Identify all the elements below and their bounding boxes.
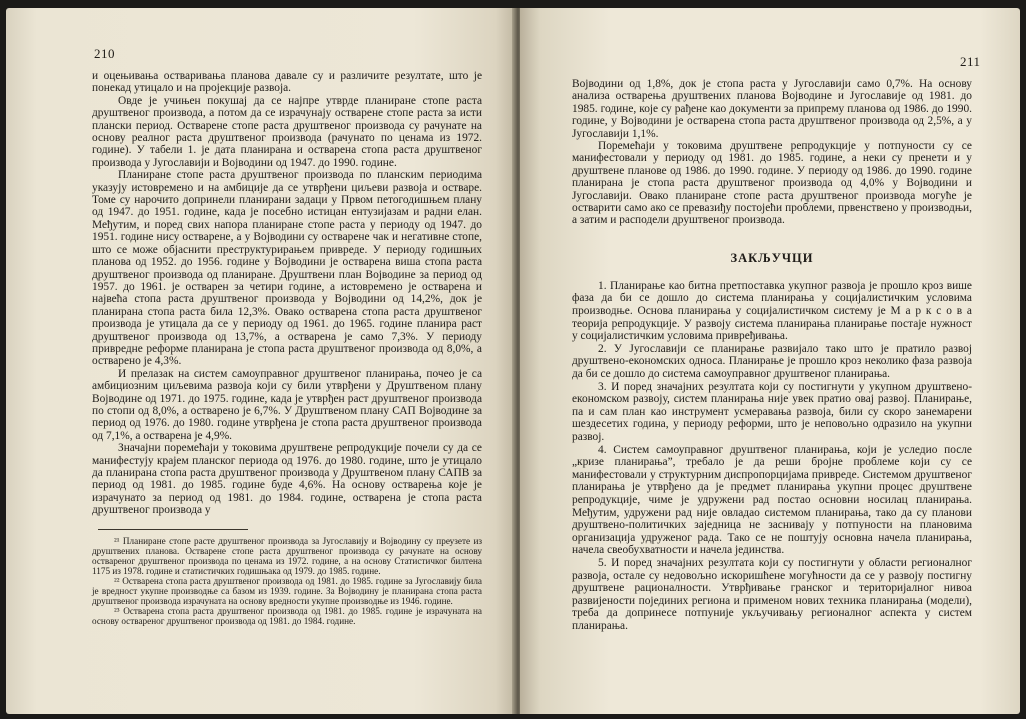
footnote-divider [98,529,248,530]
right-page [520,8,1020,714]
conclusion-item: 4. Систем самоуправног друштвеног планирања, који је уследио после „кризе планирања”, требало је да реши бројне проблеме који су се манифестовали у структурним диспропорцијама привреде. Системом друштвеног планирања је утврђено да је предмет планирања укупни процес друштвене репродукције, чиме је удружени рад постао основни носилац планирања. Међутим, удружени рад није овладао системом планирања, тако да су планови друштвено-политичких заједница не заснивају у потпуности на плановима организација удруженог рада. Тако се не поштују основна начела планирања, начела свеобухватности и начела јединства. [572,443,972,557]
paragraph: И прелазак на систем самоуправног друштвеног планирања, почео је са амбициозним циљевима развоја који су били утврђени у Друштвеном плану Војводине од 1971. до 1975. године, када је утврђен раст друштвеног производа по стопи од 8,0%, а остварено је 6,7%. У Друштвеном плану САП Војводине за период од 1976. до 1980. године утврђена је стопа раста друштвеног производа од 7,1%, а остварена је 4,9%. [92,367,482,442]
page-number: 210 [94,46,115,61]
footnote: ²¹ Планиране стопе расте друштвеног производа за Југославију и Војводину су преузете из друштвених планова. Остварене стопе раста друштвеног производа су рачунате на основу оствареног друштвеног производа по ценама из 1972. године, а на основу Статистичког билтена 1175 из 1978. године и статистичких годишњака од 1979. до 1985. године. [92,535,482,576]
section-heading: ЗАКЉУЧЦИ [730,250,814,265]
conclusion-item: 3. И поред значајних резултата који су постигнути у укупном друштвено-економском развоју, систем планирања није увек пратио овај развој. Планирање, па и сам план као инструмент усмеравања развоја, били су скоро занемарени шездесетих година, у периоду реформи, што је неповољно одразило на укупни развој. [572,380,972,443]
page-number: 211 [960,54,981,69]
footnote: ²³ Остварена стопа раста друштвеног производа од 1981. до 1985. године је израчуната на основу оствареног друштвеног производа од 1981. до 1984. године. [92,606,482,627]
paragraph: Планиране стопе раста друштвеног производа по планским периодима указују истовремено и на амбиције да се утврђени циљеви развоја и остваре. Томе су нарочито допринели планирани задаци у Првом петогодишњем плану од 1947. до 1951. године, када је посебно истицан ентузијазам и радни елан. Међутим, и поред свих напора планиране стопе раста у периоду од 1947. до 1951. године нису остварене, а у Војводини су остварене чак и негативне стопе, што се може објаснити преструктурирањем привреде. У периоду годишњих планова од 1952. до 1956. године у Војводини је остварена виша стопа раста друштвеног производа од планиране. Друштвени план Војводине за период од 1957. до 1961. је остварен за четири године, а истовремено је остварена и највећа стопа раста друштвеног производа у Војводини од 14,2%, док је планирана стопа раста била 12,3%. Овако остварена стопа раста друштвеног производа је утицала да се у периоду од 1961. до 1965. године планира раст друштвеног производа од 13,7%, а остварена је само 7,3%. У периоду привредне реформе планирана је стопа раста друштвеног производа од 8,0%, а остварено је 4,3%. [92,169,482,368]
conclusion-item: 2. У Југославији се планирање развијало тако што је пратило развој друштвено-економских односа. Планирање је прошло кроз неколико фаза развоја да би се дошло до система самоуправног друштвеног планирања. [572,342,972,381]
open-book [6,8,1020,714]
right-page-text [572,78,972,633]
paragraph: Војводини од 1,8%, док је стопа раста у Југославији само 0,7%. На основу анализа остварења друштвених планова Војводине и Југославије од 1981. до 1985. године, које су рађене као документи за припрему планова од 1986. до 1990. године, у Војводини је остварена стопа раста друштвеног производа од 2,5%, а у Југославији 1,1%. [572,78,972,140]
paragraph: Значајни поремећаји у токовима друштвене репродукције почели су да се манифестују крајем планског периода од 1976. до 1980. године, што је утицало да планирана стопа раста друштвеног производа у Друштвеном плану САПВ за период од 1981. до 1985. године буде 4,6%. На основу остварења које је израчунато за период од 1981. до 1984. године, остварена је стопа раста друштвеног производа у [92,442,482,517]
left-page [6,8,516,714]
conclusions-list [572,280,972,633]
conclusion-item: 1. Планирање као битна претпоставка укупног развоја је прошло кроз више фаза да би се дошло до система планирања у социјалистичким условима производње. Основа планирања у социјалистичком систему је М а р к с о в а теорија репродукције. У развоју система планирања планирање постаје нужност у социјалистичким условима привређивања. [572,279,972,343]
paragraph: Овде је учињен покушај да се најпре утврде планиране стопе раста друштвеног производа, а потом да се израчунају остварене стопе раста за исти плански период. Остварене стопе раста друштвеног производа су рачунате на основу реалног раста друштвеног производа (рачунато по ценама из 1972. године). У табели 1. је дата планирана и остварена стопа раста друштвеног производа у Југославији и Војводини од 1947. до 1990. године. [92,94,482,169]
footnote: ²² Остварена стопа раста друштвеног производа од 1981. до 1985. године за Југославију била је вредност укупне производње са базом из 1939. године. За Војводину је планирана стопа раста друштвеног производа израчуната на основу вредности укупне производње из 1946. године. [92,576,482,607]
paragraph: Поремећаји у токовима друштвене репродукције у потпуности су се манифестовали у периоду од 1981. до 1985. године, а неки су пренети и у друштвене планове од 1986. до 1990. године. У периоду од 1986. до 1990. године планирана је стопа раста друштвеног производа од 4,0% у Војводини и Југославији. Овако планиране стопе раста друштвеног производа могуће је остварити само ако се превазиђу постојећи проблеми, првенствено у производњи, а затим и расподели друштвеног производа. [572,140,972,227]
conclusion-item: 5. И поред значајних резултата који су постигнути у области регионалног развоја, остале су недовољно искоришћене могућности да се у развоју постигну друштвене рационалности. Утврђивање гранског и територијалног нивоа развијености појединих региона и применом нових техника планирања (модели), треба да допринесе потпуније укључивању регионалног аспекта у систем планирања. [572,556,972,632]
paragraph: и оцењивања остваривања планова давале су и различите резултате, што је понекад утицало и на пројекције развоја. [92,70,482,95]
left-page-text [92,70,482,626]
